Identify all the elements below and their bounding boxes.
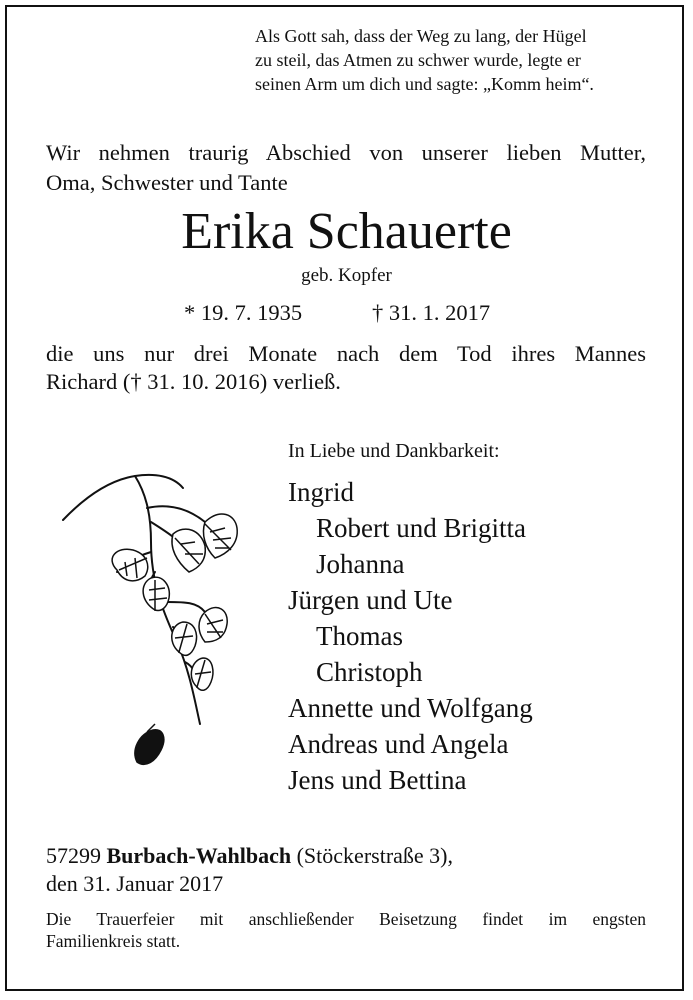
poem-line: zu steil, das Atmen zu schwer wurde, legte er <box>255 50 581 70</box>
note-line: Familienkreis statt. <box>46 931 181 951</box>
death-date: † 31. 1. 2017 <box>372 300 491 325</box>
context-line: Richard († 31. 10. 2016) verließ. <box>46 369 341 394</box>
town-name: Burbach-Wahlbach <box>106 843 292 868</box>
address-block <box>46 842 453 898</box>
mourners-heading: In Liebe und Dankbarkeit: <box>288 440 500 462</box>
street-name: (Stöckerstraße 3), <box>296 843 453 868</box>
mourner-name: Ingrid <box>288 477 354 507</box>
mourners-list <box>288 474 533 798</box>
mourner-name: Andreas und Angela <box>288 729 509 759</box>
deceased-name: Erika Schauerte <box>181 203 512 260</box>
birth-date: * 19. 7. 1935 <box>184 300 303 325</box>
mourner-name: Jens und Bettina <box>288 765 467 795</box>
notice-date: den 31. Januar 2017 <box>46 871 224 896</box>
mourner-name: Robert und Brigitta <box>316 513 526 543</box>
mourner-name: Annette und Wolfgang <box>288 693 533 723</box>
poem-line: seinen Arm um dich und sagte: „Komm heim“. <box>255 74 594 94</box>
context-line: die uns nur drei Monate nach dem Tod ihres Mannes <box>46 341 646 366</box>
intro-line: Wir nehmen traurig Abschied von unserer lieben Mutter, <box>46 140 646 165</box>
funeral-note <box>46 908 646 952</box>
address-line <box>46 842 453 870</box>
birch-branch-icon <box>55 462 255 792</box>
mourner-name: Christoph <box>316 657 423 687</box>
note-line: Die Trauerfeier mit anschließender Beisetzung findet im engsten <box>46 909 646 929</box>
birth-name: geb. Kopfer <box>301 265 392 286</box>
mourner-name: Johanna <box>316 549 405 579</box>
zip-code: 57299 <box>46 843 101 868</box>
mourner-name: Thomas <box>316 621 403 651</box>
mourner-name: Jürgen und Ute <box>288 585 453 615</box>
poem-line: Als Gott sah, dass der Weg zu lang, der Hügel <box>255 26 587 46</box>
poem-quote <box>255 24 647 96</box>
intro-line: Oma, Schwester und Tante <box>46 170 288 195</box>
intro-text <box>46 138 646 198</box>
context-text <box>46 340 646 396</box>
